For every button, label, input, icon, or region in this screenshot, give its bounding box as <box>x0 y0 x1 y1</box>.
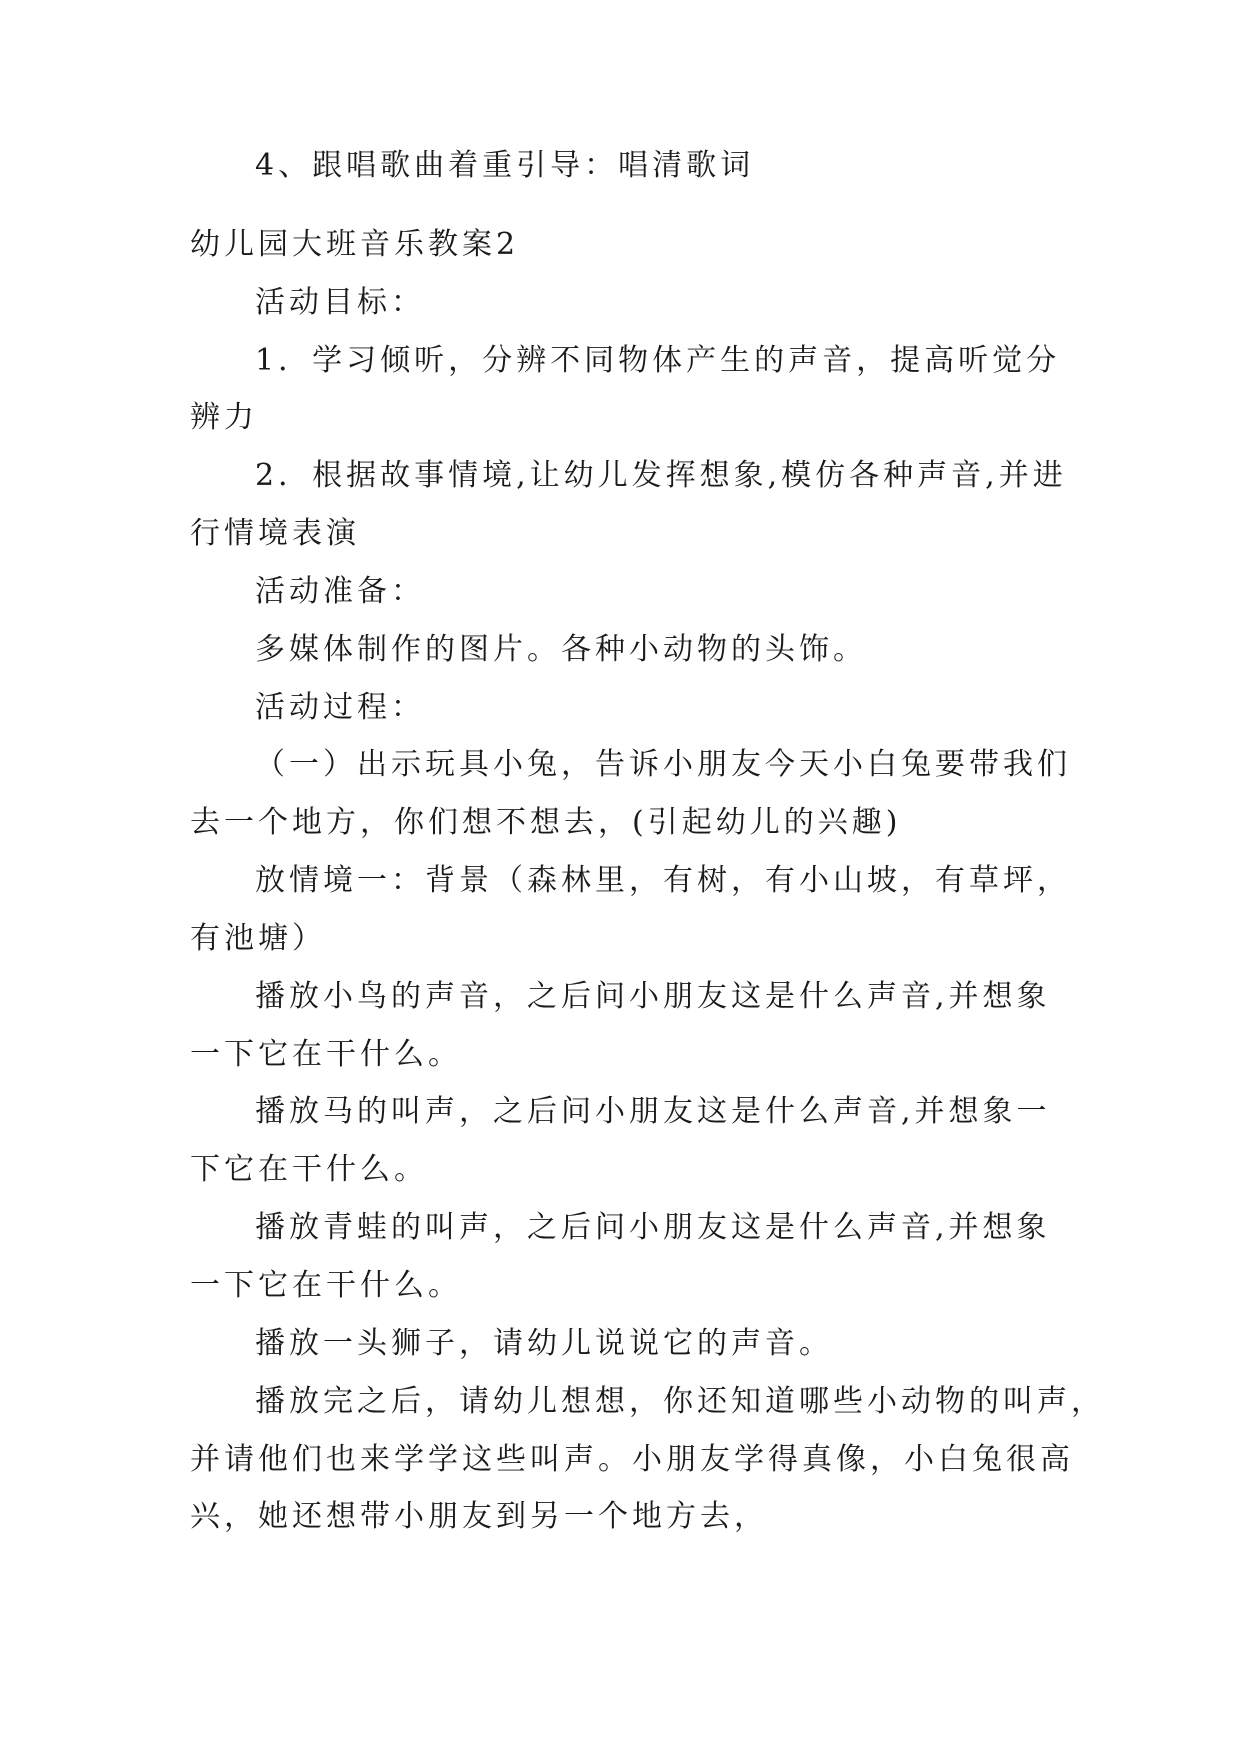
heading-activity-goals: 活动目标： <box>255 285 425 320</box>
text-line: 播放一头狮子，请幼儿说说它的声音。 <box>255 1326 833 1361</box>
text-line: 2．根据故事情境,让幼儿发挥想象,模仿各种声音,并进 <box>255 458 1067 493</box>
section-title: 幼儿园大班音乐教案2 <box>190 227 520 262</box>
text-line: 播放小鸟的声音，之后问小朋友这是什么声音,并想象 <box>255 979 1051 1014</box>
text-line: 播放马的叫声，之后问小朋友这是什么声音,并想象一 <box>255 1094 1051 1129</box>
text-line: 去一个地方，你们想不想去，(引起幼儿的兴趣) <box>190 805 902 840</box>
text-line: 有池塘） <box>190 921 326 956</box>
text-line: 播放完之后，请幼儿想想，你还知道哪些小动物的叫声， <box>255 1384 1105 1419</box>
text-line: 多媒体制作的图片。各种小动物的头饰。 <box>255 632 867 667</box>
text-line: 并请他们也来学学这些叫声。小朋友学得真像，小白兔很高 <box>190 1442 1074 1477</box>
text-line: （一）出示玩具小兔，告诉小朋友今天小白兔要带我们 <box>255 747 1071 782</box>
text-line: 放情境一：背景（森林里，有树，有小山坡，有草坪， <box>255 863 1071 898</box>
text-line: 4、跟唱歌曲着重引导：唱清歌词 <box>255 148 755 183</box>
text-line: 1．学习倾听，分辨不同物体产生的声音，提高听觉分 <box>255 343 1061 378</box>
heading-activity-process: 活动过程： <box>255 690 425 725</box>
heading-activity-prep: 活动准备： <box>255 574 425 609</box>
text-line: 兴，她还想带小朋友到另一个地方去， <box>190 1499 768 1534</box>
text-line: 一下它在干什么。 <box>190 1268 462 1303</box>
text-line: 行情境表演 <box>190 516 360 551</box>
text-line: 辨力 <box>190 400 258 435</box>
text-line: 下它在干什么。 <box>190 1152 428 1187</box>
text-line: 一下它在干什么。 <box>190 1037 462 1072</box>
text-line: 播放青蛙的叫声，之后问小朋友这是什么声音,并想象 <box>255 1210 1051 1245</box>
